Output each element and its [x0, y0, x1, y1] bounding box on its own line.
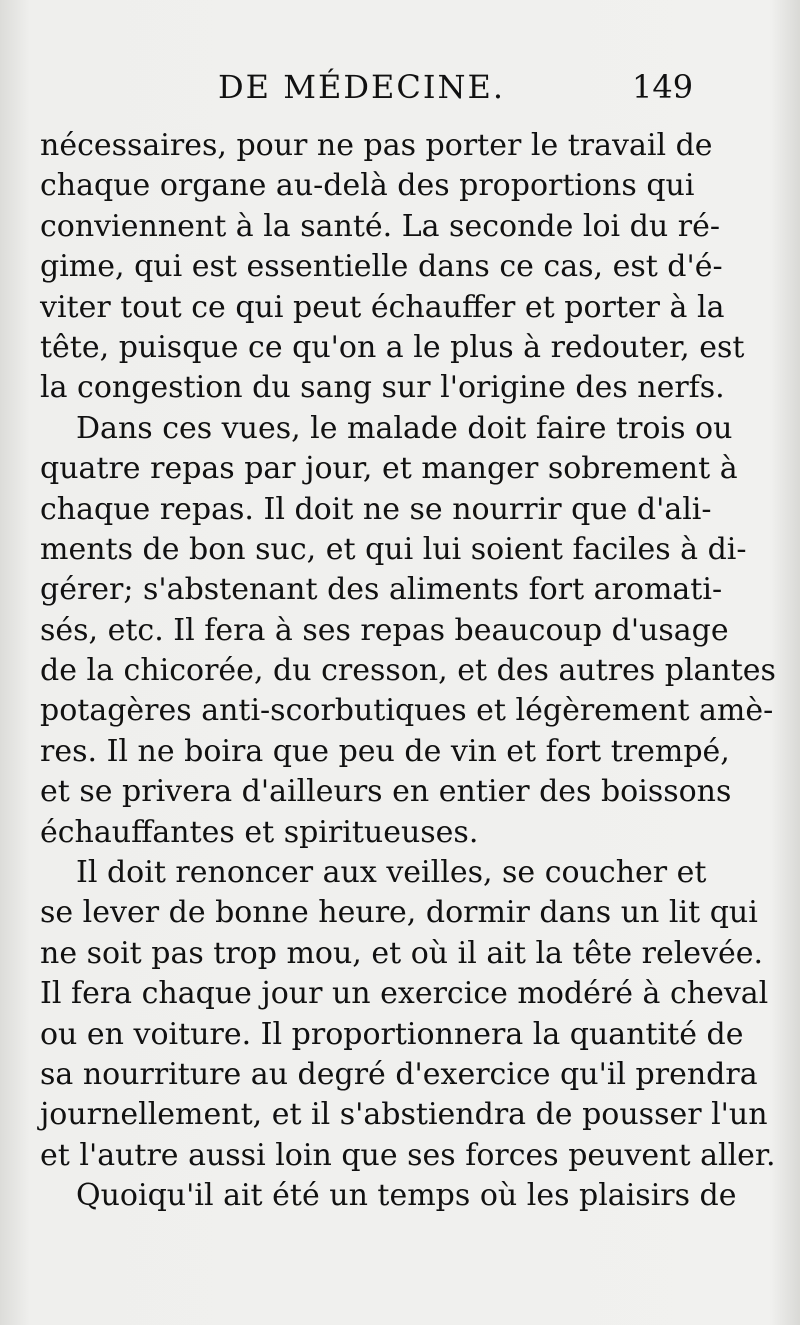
paragraph: [40, 409, 776, 853]
text-line: de la chicorée, du cresson, et des autres plantes: [40, 653, 776, 689]
text-line: échauffantes et spiritueuses.: [40, 814, 479, 850]
text-line: conviennent à la santé. La seconde loi du ré-: [40, 208, 720, 244]
text-line: gime, qui est essentielle dans ce cas, est d'é-: [40, 249, 723, 285]
text-line: Dans ces vues, le malade doit faire trois ou: [76, 410, 733, 446]
text-line: ne soit pas trop mou, et où il ait la tête relevée.: [40, 935, 764, 971]
text-line: Il doit renoncer aux veilles, se coucher et: [76, 855, 707, 891]
text-line: tête, puisque ce qu'on a le plus à redouter, est: [40, 329, 745, 365]
text-line: ou en voiture. Il proportionnera la quantité de: [40, 1016, 744, 1052]
body-text: [40, 126, 776, 1217]
text-line: ments de bon suc, et qui lui soient faciles à di-: [40, 531, 747, 567]
text-line: la congestion du sang sur l'origine des nerfs.: [40, 370, 725, 406]
text-line: chaque repas. Il doit ne se nourrir que d'ali-: [40, 491, 712, 527]
text-line: sa nourriture au degré d'exercice qu'il prendra: [40, 1056, 758, 1092]
text-line: gérer; s'abstenant des aliments fort aromati-: [40, 572, 723, 608]
text-line: sés, etc. Il fera à ses repas beaucoup d'usage: [40, 612, 729, 648]
paragraph: [40, 126, 745, 409]
text-line: et l'autre aussi loin que ses forces peuvent aller.: [40, 1137, 776, 1173]
paragraph: [40, 1176, 737, 1216]
text-line: journellement, et il s'abstiendra de pousser l'un: [40, 1097, 768, 1133]
text-line: quatre repas par jour, et manger sobrement à: [40, 451, 738, 487]
running-head: [0, 68, 800, 112]
text-line: nécessaires, pour ne pas porter le travail de: [40, 128, 713, 163]
text-line: potagères anti-scorbutiques et légèrement amè-: [40, 693, 774, 729]
text-line: se lever de bonne heure, dormir dans un lit qui: [40, 895, 758, 931]
text-line: et se privera d'ailleurs en entier des boissons: [40, 774, 732, 810]
page-number: 149: [632, 68, 694, 106]
text-line: Il fera chaque jour un exercice modéré à cheval: [40, 976, 769, 1012]
text-line: res. Il ne boira que peu de vin et fort trempé,: [40, 733, 730, 769]
paragraph: [40, 853, 776, 1176]
text-line: chaque organe au-delà des proportions qui: [40, 168, 695, 204]
text-line: Quoiqu'il ait été un temps où les plaisirs de: [76, 1178, 737, 1214]
text-line: viter tout ce qui peut échauffer et porter à la: [40, 289, 725, 325]
running-title: DE MÉDECINE.: [218, 68, 505, 106]
